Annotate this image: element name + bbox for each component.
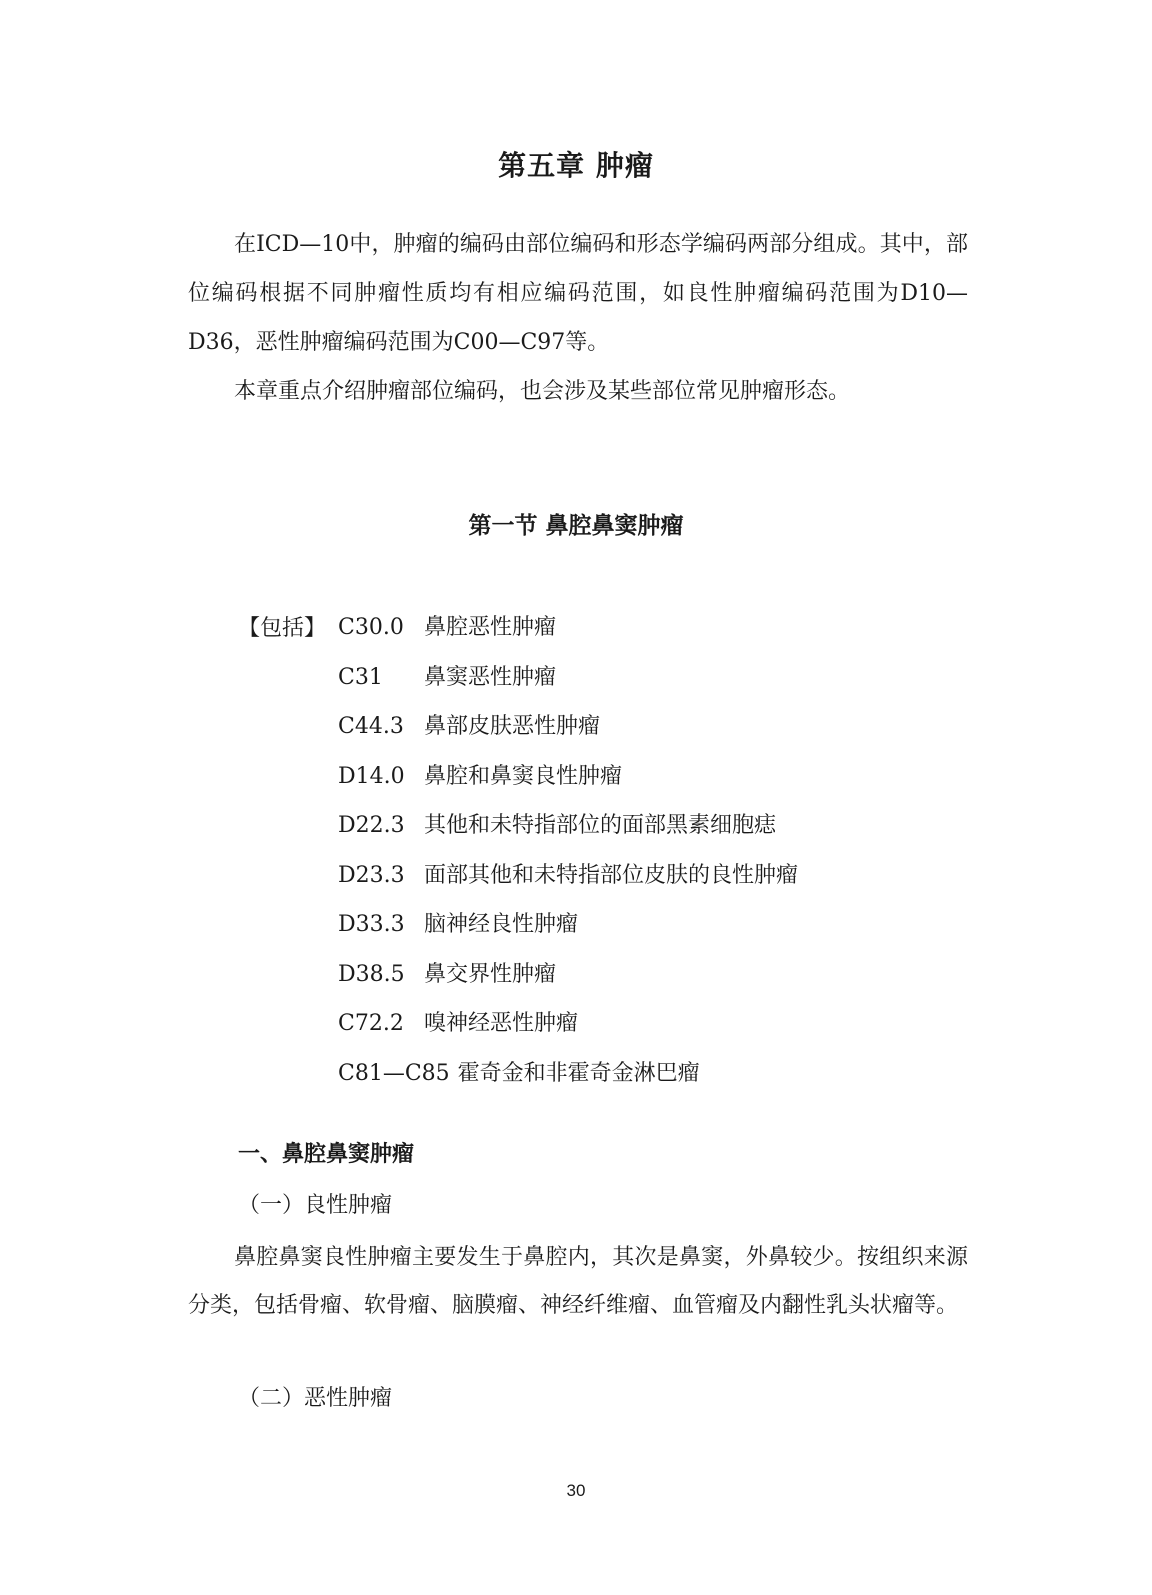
benign-heading: （一）良性肿瘤 (238, 1193, 393, 1218)
malignant-heading: （二）恶性肿瘤 (238, 1386, 393, 1411)
include-code: C30.0 (338, 615, 404, 640)
page-number: 30 (566, 1481, 586, 1500)
include-desc: 面部其他和未特指部位皮肤的良性肿瘤 (424, 862, 799, 888)
chapter-title: 第五章 肿瘤 (498, 149, 654, 182)
include-desc: 霍奇金和非霍奇金淋巴瘤 (457, 1060, 700, 1086)
include-label: 【包括】 (238, 616, 327, 641)
include-code: D14.0 (338, 763, 405, 789)
include-desc: 嗅神经恶性肿瘤 (424, 1011, 579, 1036)
include-item (338, 752, 798, 802)
include-desc: 鼻部皮肤恶性肿瘤 (424, 714, 601, 739)
subsection-heading: 一、鼻腔鼻窦肿瘤 (238, 1142, 415, 1167)
include-code: C31 (338, 664, 383, 690)
include-desc: 鼻窦恶性肿瘤 (424, 664, 557, 690)
section-title: 第一节 鼻腔鼻窦肿瘤 (468, 513, 684, 539)
include-desc: 脑神经良性肿瘤 (424, 912, 579, 937)
include-item (338, 999, 798, 1049)
intro-paragraph-1: 在ICD—10中，肿瘤的编码由部位编码和形态学编码两部分组成。其中，部位编码根据不同肿瘤性质均有相应编码范围，如良性肿瘤编码范围为D10—D36，恶性肿瘤编码范围为C00—C97等。 (188, 232, 968, 355)
intro-paragraph-2: 本章重点介绍肿瘤部位编码，也会涉及某些部位常见肿瘤形态。 (234, 379, 851, 404)
include-desc: 鼻交界性肿瘤 (424, 961, 557, 987)
include-item (338, 653, 798, 703)
include-item (338, 702, 798, 752)
include-desc: 其他和未特指部位的面部黑素细胞痣 (424, 813, 777, 838)
include-code: C44.3 (338, 714, 404, 739)
include-item (338, 603, 798, 653)
include-code: D22.3 (338, 813, 405, 838)
include-list (338, 603, 798, 1098)
include-item (338, 851, 798, 901)
include-desc: 鼻腔和鼻窦良性肿瘤 (424, 763, 623, 789)
include-item (338, 950, 798, 1000)
include-item (338, 1049, 798, 1099)
include-desc: 鼻腔恶性肿瘤 (424, 615, 557, 640)
include-code: D33.3 (338, 912, 405, 937)
include-item (338, 801, 798, 851)
include-item (338, 900, 798, 950)
include-code: D38.5 (338, 961, 405, 987)
benign-paragraph: 鼻腔鼻窦良性肿瘤主要发生于鼻腔内，其次是鼻窦，外鼻较少。按组织来源分类，包括骨瘤、软骨瘤、脑膜瘤、神经纤维瘤、血管瘤及内翻性乳头状瘤等。 (188, 1245, 968, 1318)
include-code: C81—C85 (338, 1060, 450, 1086)
include-code: C72.2 (338, 1011, 404, 1036)
include-code: D23.3 (338, 862, 405, 888)
